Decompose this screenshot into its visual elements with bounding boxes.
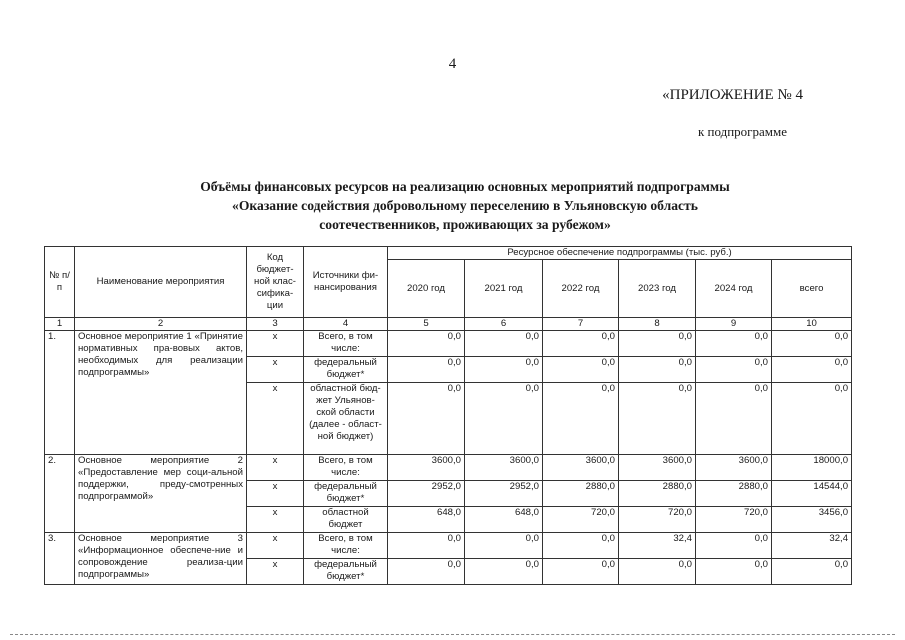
header-year: 2023 год bbox=[619, 260, 696, 318]
budget-code: x bbox=[247, 331, 304, 357]
value-cell: 0,0 bbox=[465, 559, 543, 585]
measure-name: Основное мероприятие 2 «Предоставление мер соци-альной поддержки, преду-смотренных подпрограммой» bbox=[75, 455, 247, 533]
value-cell: 0,0 bbox=[543, 331, 619, 357]
value-cell: 0,0 bbox=[388, 383, 465, 455]
value-cell: 2880,0 bbox=[619, 481, 696, 507]
scan-edge-divider bbox=[10, 634, 895, 635]
measure-name: Основное мероприятие 1 «Принятие нормативных пра-вовых актов, необходимых для реализации подпрограммы» bbox=[75, 331, 247, 455]
header-year: 2022 год bbox=[543, 260, 619, 318]
subprogram-label: к подпрограмме bbox=[697, 124, 787, 139]
table-row bbox=[45, 455, 852, 481]
budget-code: x bbox=[247, 455, 304, 481]
value-cell: 0,0 bbox=[465, 331, 543, 357]
value-cell: 0,0 bbox=[696, 559, 772, 585]
value-cell: 0,0 bbox=[543, 383, 619, 455]
value-cell: 0,0 bbox=[465, 383, 543, 455]
budget-code: x bbox=[247, 481, 304, 507]
value-cell: 3600,0 bbox=[465, 455, 543, 481]
column-number: 8 bbox=[619, 318, 696, 331]
measure-name: Основное мероприятие 3 «Информационное обеспече-ние и сопровождение реализа-ции подпрограммы» bbox=[75, 533, 247, 585]
value-cell: 0,0 bbox=[543, 533, 619, 559]
value-cell: 0,0 bbox=[388, 331, 465, 357]
value-cell: 2880,0 bbox=[543, 481, 619, 507]
budget-code: x bbox=[247, 533, 304, 559]
value-cell: 32,4 bbox=[619, 533, 696, 559]
value-cell: 0,0 bbox=[696, 331, 772, 357]
funding-source: Всего, в том числе: bbox=[304, 533, 388, 559]
header-resources: Ресурсное обеспечение подпрограммы (тыс. руб.) bbox=[388, 247, 852, 260]
column-number-row bbox=[45, 318, 852, 331]
column-number: 7 bbox=[543, 318, 619, 331]
value-cell: 0,0 bbox=[696, 533, 772, 559]
header-name: Наименование мероприятия bbox=[75, 247, 247, 318]
value-cell: 648,0 bbox=[465, 507, 543, 533]
value-cell: 720,0 bbox=[696, 507, 772, 533]
value-cell: 3600,0 bbox=[696, 455, 772, 481]
column-number: 6 bbox=[465, 318, 543, 331]
value-cell: 648,0 bbox=[388, 507, 465, 533]
header-code: Код бюджет-ной клас-сифика-ции bbox=[247, 247, 304, 318]
row-number: 3. bbox=[45, 533, 75, 585]
value-cell: 0,0 bbox=[388, 357, 465, 383]
column-number: 3 bbox=[247, 318, 304, 331]
column-number: 2 bbox=[75, 318, 247, 331]
value-cell: 3600,0 bbox=[619, 455, 696, 481]
funding-source: федеральный бюджет* bbox=[304, 559, 388, 585]
financial-resources-table bbox=[44, 246, 852, 585]
value-cell: 0,0 bbox=[619, 383, 696, 455]
column-number: 4 bbox=[304, 318, 388, 331]
value-cell: 3600,0 bbox=[543, 455, 619, 481]
row-number: 2. bbox=[45, 455, 75, 533]
title-line: соотечественников, проживающих за рубежом» bbox=[319, 217, 611, 232]
column-number: 9 bbox=[696, 318, 772, 331]
value-cell: 0,0 bbox=[772, 383, 852, 455]
value-cell: 0,0 bbox=[465, 533, 543, 559]
value-cell: 720,0 bbox=[619, 507, 696, 533]
column-number: 10 bbox=[772, 318, 852, 331]
header-total: всего bbox=[772, 260, 852, 318]
value-cell: 2952,0 bbox=[388, 481, 465, 507]
value-cell: 0,0 bbox=[543, 559, 619, 585]
value-cell: 2952,0 bbox=[465, 481, 543, 507]
appendix-label: «ПРИЛОЖЕНИЕ № 4 bbox=[662, 87, 803, 103]
header-year: 2024 год bbox=[696, 260, 772, 318]
header-year: 2020 год bbox=[388, 260, 465, 318]
funding-source: Всего, в том числе: bbox=[304, 331, 388, 357]
budget-code: x bbox=[247, 357, 304, 383]
value-cell: 0,0 bbox=[619, 357, 696, 383]
value-cell: 32,4 bbox=[772, 533, 852, 559]
value-cell: 0,0 bbox=[388, 559, 465, 585]
document-title bbox=[150, 177, 780, 234]
header-source: Источники фи-нансирования bbox=[304, 247, 388, 318]
table-row bbox=[45, 331, 852, 357]
page-number: 4 bbox=[448, 56, 457, 72]
row-number: 1. bbox=[45, 331, 75, 455]
value-cell: 0,0 bbox=[619, 331, 696, 357]
value-cell: 0,0 bbox=[772, 357, 852, 383]
value-cell: 0,0 bbox=[543, 357, 619, 383]
value-cell: 0,0 bbox=[388, 533, 465, 559]
value-cell: 18000,0 bbox=[772, 455, 852, 481]
value-cell: 2880,0 bbox=[696, 481, 772, 507]
title-line: «Оказание содействия добровольному переселению в Ульяновскую область bbox=[232, 198, 698, 213]
title-line: Объёмы финансовых ресурсов на реализацию основных мероприятий подпрограммы bbox=[200, 179, 730, 194]
header-num: № п/п bbox=[45, 247, 75, 318]
budget-code: x bbox=[247, 559, 304, 585]
table-row bbox=[45, 533, 852, 559]
value-cell: 3600,0 bbox=[388, 455, 465, 481]
header-year: 2021 год bbox=[465, 260, 543, 318]
value-cell: 0,0 bbox=[619, 559, 696, 585]
value-cell: 0,0 bbox=[696, 383, 772, 455]
funding-source: областной бюд-жет Ульянов-ской области (далее - област-ной бюджет) bbox=[304, 383, 388, 455]
funding-source: Всего, в том числе: bbox=[304, 455, 388, 481]
value-cell: 0,0 bbox=[696, 357, 772, 383]
value-cell: 0,0 bbox=[465, 357, 543, 383]
funding-source: федеральный бюджет* bbox=[304, 357, 388, 383]
value-cell: 14544,0 bbox=[772, 481, 852, 507]
value-cell: 0,0 bbox=[772, 559, 852, 585]
value-cell: 3456,0 bbox=[772, 507, 852, 533]
funding-source: областной бюджет bbox=[304, 507, 388, 533]
budget-code: x bbox=[247, 507, 304, 533]
funding-source: федеральный бюджет* bbox=[304, 481, 388, 507]
budget-code: x bbox=[247, 383, 304, 455]
value-cell: 720,0 bbox=[543, 507, 619, 533]
column-number: 1 bbox=[45, 318, 75, 331]
value-cell: 0,0 bbox=[772, 331, 852, 357]
column-number: 5 bbox=[388, 318, 465, 331]
